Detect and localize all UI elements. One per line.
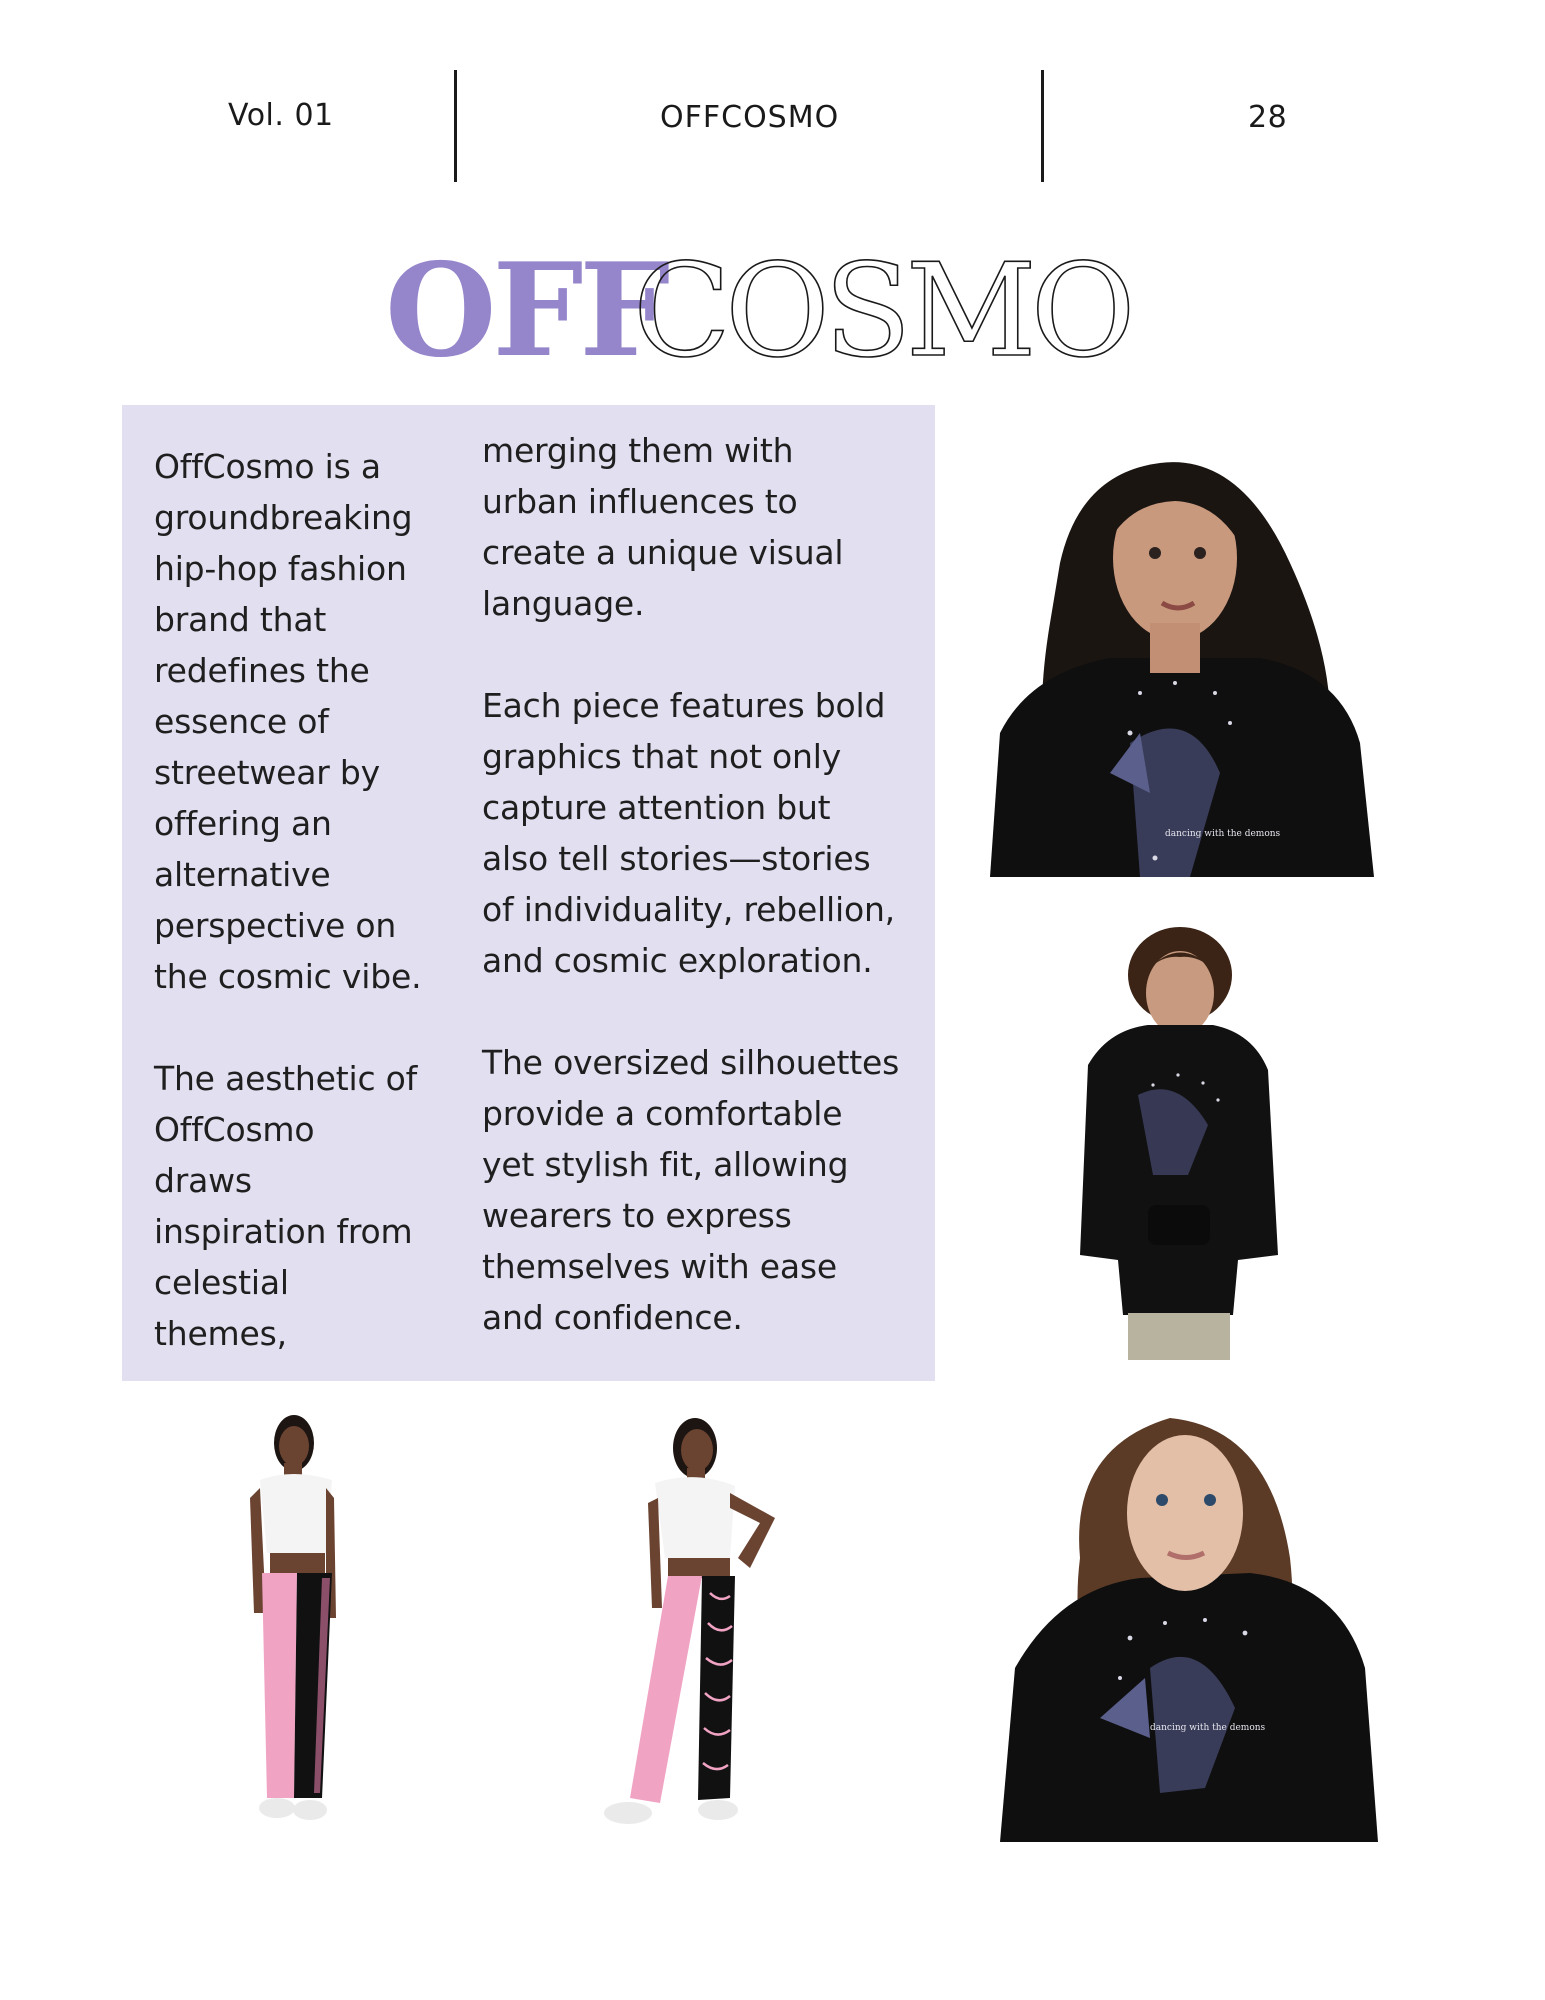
article-line: also tell stories—stories [482,839,871,878]
article-line: redefines the [154,651,370,690]
article-paragraph [154,441,454,1002]
article-line: yet stylish fit, allowing [482,1145,849,1184]
article-line: draws [154,1161,252,1200]
article-line: Each piece features bold [482,686,886,725]
page-number: 28 [1248,100,1288,135]
article-paragraph [154,1053,454,1359]
article-line: and cosmic exploration. [482,941,873,980]
article-line: celestial [154,1263,289,1302]
header-divider-left [454,70,457,182]
article-line: themes, [154,1314,287,1353]
article-line: urban influences to [482,482,798,521]
article-line: brand that [154,600,327,639]
joggers-model-image [222,1408,362,1838]
article-line: graphics that not only [482,737,842,776]
article-line: perspective on [154,906,397,945]
article-paragraph [482,680,922,986]
hoodie-print-text: dancing with the demons [1150,1723,1266,1733]
offcosmo-wordmark [385,236,1165,386]
photo-woman-joggers-2 [570,1408,806,1838]
article-line: essence of [154,702,329,741]
article-line: groundbreaking [154,498,413,537]
hoodie-model-image [1068,925,1290,1360]
wordmark-off: OFF [385,236,667,386]
article-line: create a unique visual [482,533,844,572]
article-line: language. [482,584,645,623]
article-line: provide a comfortable [482,1094,843,1133]
photo-woman-joggers-1 [222,1408,362,1838]
article-line: offering an [154,804,332,843]
article-line: OffCosmo [154,1110,315,1149]
wordmark-cosmo: COSMO [633,237,1130,386]
article-line: the cosmic vibe. [154,957,422,996]
hoodie-print-text: dancing with the demons [1165,829,1281,839]
article-line: capture attention but [482,788,831,827]
joggers-model-image [570,1408,806,1838]
volume-label: Vol. 01 [228,98,334,133]
wordmark-svg [385,236,1165,386]
article-line: alternative [154,855,331,894]
article-line: OffCosmo is a [154,447,381,486]
article-line: of individuality, rebellion, [482,890,895,929]
article-line: The aesthetic of [154,1059,418,1098]
photo-woman-hoodie-2 [1000,1408,1378,1842]
hoodie-model-image [1000,1408,1378,1842]
article-column-2 [482,425,922,1343]
article-paragraph [482,1037,922,1343]
article-line: streetwear by [154,753,380,792]
article-line: hip-hop fashion [154,549,407,588]
article-line: The oversized silhouettes [482,1043,900,1082]
article-line: merging them with [482,431,794,470]
photo-man-hoodie [1068,925,1290,1360]
photo-woman-hoodie-1 [990,443,1374,877]
magazine-name: OFFCOSMO [660,100,840,135]
article-line: themselves with ease [482,1247,838,1286]
article-line: wearers to express [482,1196,792,1235]
header-divider-right [1041,70,1044,182]
article-panel [122,405,935,1381]
hoodie-model-image [990,443,1374,877]
article-column-1 [154,441,454,1359]
article-paragraph [482,425,922,629]
article-line: inspiration from [154,1212,413,1251]
article-line: and confidence. [482,1298,743,1337]
